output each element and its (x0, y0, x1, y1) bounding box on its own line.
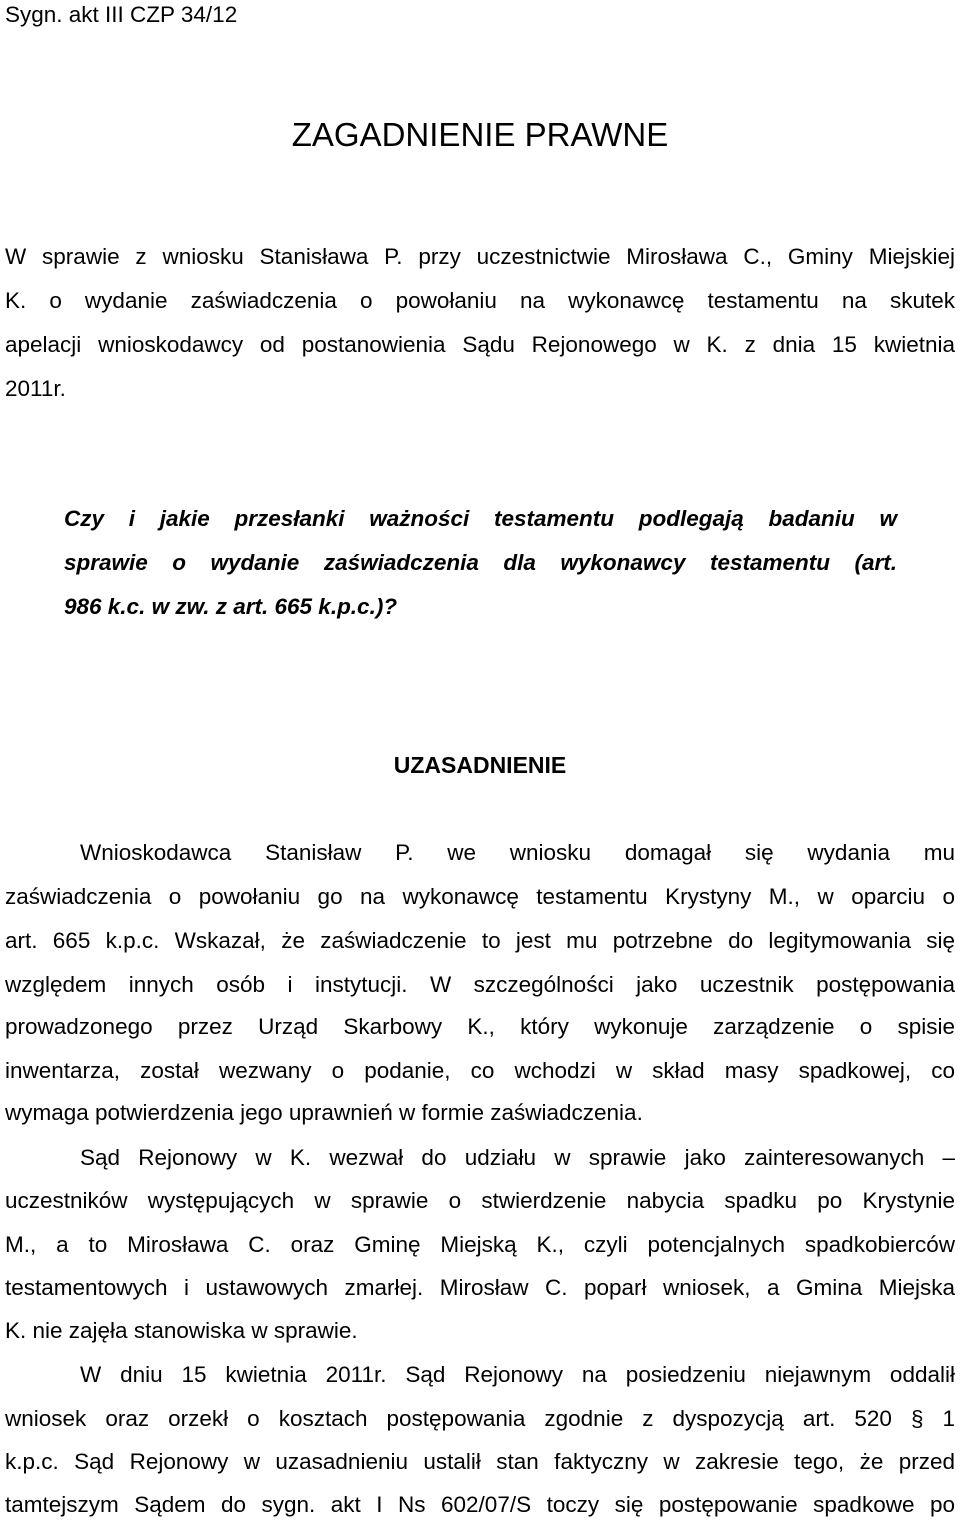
body-line: prowadzonego przez Urząd Skarbowy K., który wykonuje zarządzenie o spisie (5, 1014, 955, 1039)
case-signature: Sygn. akt III CZP 34/12 (5, 2, 238, 27)
body-line: K. nie zajęła stanowiska w sprawie. (5, 1318, 358, 1343)
body-line: testamentowych i ustawowych zmarłej. Mirosław C. poparł wniosek, a Gmina Miejska (5, 1275, 955, 1300)
body-line: wniosek oraz orzekł o kosztach postępowania zgodnie z dyspozycją art. 520 § 1 (5, 1406, 955, 1431)
legal-question-line: Czy i jakie przesłanki ważności testamentu podlegają badaniu w (64, 506, 897, 531)
legal-question-line: 986 k.c. w zw. z art. 665 k.p.c.)? (64, 594, 398, 619)
body-line: Sąd Rejonowy w K. wezwał do udziału w sprawie jako zainteresowanych – (80, 1145, 955, 1170)
body-line: M., a to Mirosława C. oraz Gminę Miejską K., czyli potencjalnych spadkobierców (5, 1232, 955, 1257)
section-heading: UZASADNIENIE (393, 752, 567, 778)
body-line: art. 665 k.p.c. Wskazał, że zaświadczenie to jest mu potrzebne do legitymowania się (5, 928, 955, 953)
intro-line: W sprawie z wniosku Stanisława P. przy uczestnictwie Mirosława C., Gminy Miejskiej (5, 244, 955, 269)
body-line: Wnioskodawca Stanisław P. we wniosku domagał się wydania mu (80, 840, 955, 865)
body-line: inwentarza, został wezwany o podanie, co wchodzi w skład masy spadkowej, co (5, 1058, 955, 1083)
intro-line: apelacji wnioskodawcy od postanowienia Sądu Rejonowego w K. z dnia 15 kwietnia (5, 332, 955, 357)
body-line: wymaga potwierdzenia jego uprawnień w formie zaświadczenia. (5, 1100, 643, 1125)
body-line: względem innych osób i instytucji. W szczególności jako uczestnik postępowania (5, 972, 955, 997)
intro-line: 2011r. (5, 376, 66, 401)
document-title: ZAGADNIENIE PRAWNE (291, 116, 669, 153)
body-line: uczestników występujących w sprawie o stwierdzenie nabycia spadku po Krystynie (5, 1188, 955, 1213)
legal-question-line: sprawie o wydanie zaświadczenia dla wykonawcy testamentu (art. (64, 550, 897, 575)
body-line: zaświadczenia o powołaniu go na wykonawcę testamentu Krystyny M., w oparciu o (5, 884, 955, 909)
body-line: W dniu 15 kwietnia 2011r. Sąd Rejonowy na posiedzeniu niejawnym oddalił (80, 1362, 955, 1387)
body-line: k.p.c. Sąd Rejonowy w uzasadnieniu ustalił stan faktyczny w zakresie tego, że przed (5, 1449, 955, 1474)
body-line: tamtejszym Sądem do sygn. akt I Ns 602/07/S toczy się postępowanie spadkowe po (5, 1492, 955, 1517)
intro-line: K. o wydanie zaświadczenia o powołaniu na wykonawcę testamentu na skutek (5, 288, 955, 313)
